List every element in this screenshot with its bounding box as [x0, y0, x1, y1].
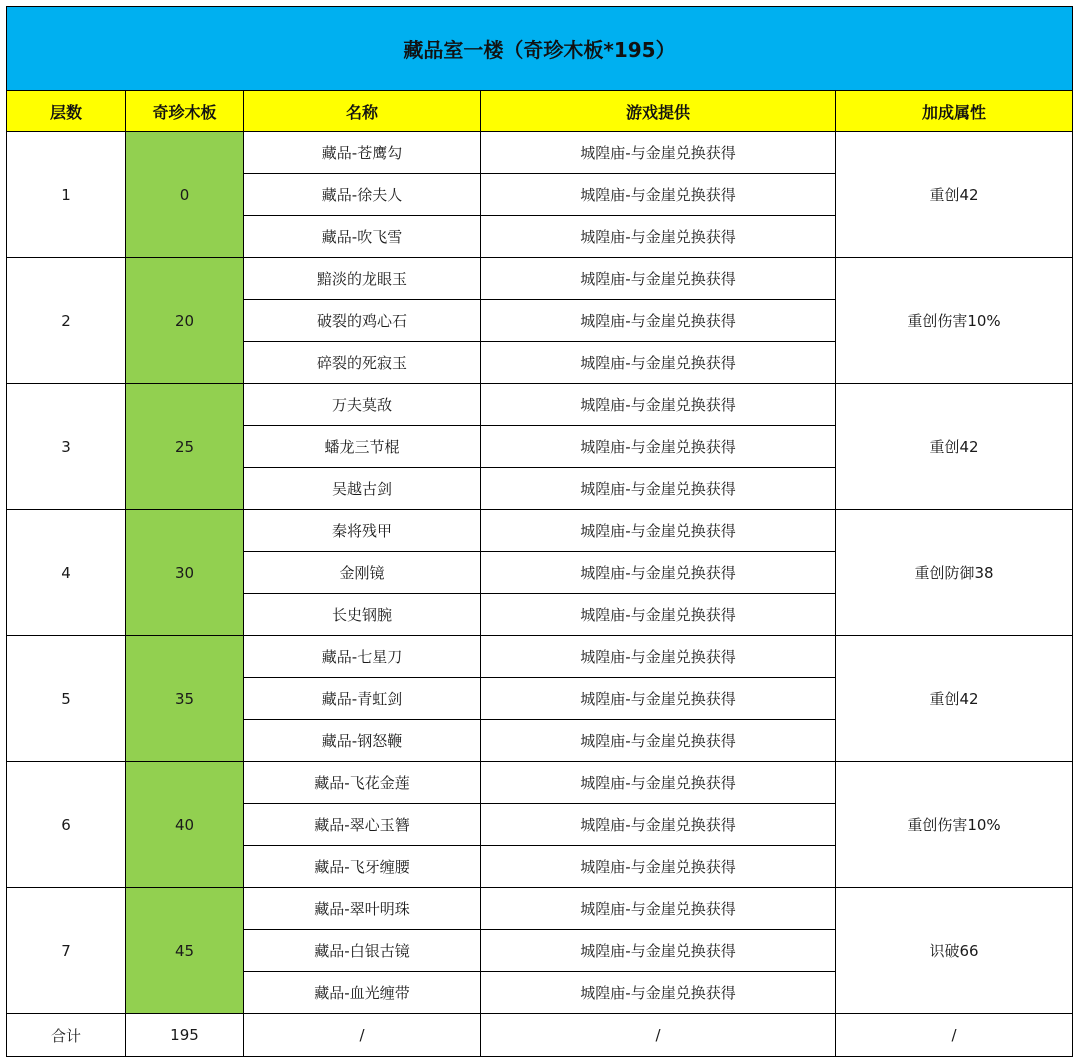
- item-name: 藏品-飞花金莲: [244, 762, 481, 804]
- item-source: 城隍庙-与金崖兑换获得: [481, 216, 836, 258]
- item-name: 藏品-血光缠带: [244, 972, 481, 1014]
- tier-boards: 30: [126, 510, 244, 636]
- tier-bonus: 识破66: [836, 888, 1073, 1014]
- item-name: 藏品-白银古镜: [244, 930, 481, 972]
- title-row: [7, 7, 1073, 91]
- total-boards: 195: [126, 1014, 244, 1057]
- table-row: [7, 384, 1073, 426]
- tier-boards: 20: [126, 258, 244, 384]
- tier-level: 2: [7, 258, 126, 384]
- tier-boards: 0: [126, 132, 244, 258]
- tier-boards: 45: [126, 888, 244, 1014]
- item-name: 藏品-徐夫人: [244, 174, 481, 216]
- total-row: [7, 1014, 1073, 1057]
- tier-bonus: 重创42: [836, 384, 1073, 510]
- tier-bonus: 重创伤害10%: [836, 762, 1073, 888]
- header-level: 层数: [7, 91, 126, 132]
- item-name: 藏品-青虹剑: [244, 678, 481, 720]
- item-name: 秦将残甲: [244, 510, 481, 552]
- tier-bonus: 重创伤害10%: [836, 258, 1073, 384]
- table-row: [7, 510, 1073, 552]
- table-row: [7, 132, 1073, 174]
- table-row: [7, 762, 1073, 804]
- tier-boards: 35: [126, 636, 244, 762]
- item-source: 城隍庙-与金崖兑换获得: [481, 132, 836, 174]
- item-name: 蟠龙三节棍: [244, 426, 481, 468]
- item-name: 藏品-七星刀: [244, 636, 481, 678]
- item-source: 城隍庙-与金崖兑换获得: [481, 888, 836, 930]
- item-source: 城隍庙-与金崖兑换获得: [481, 384, 836, 426]
- item-name: 吴越古剑: [244, 468, 481, 510]
- header-bonus: 加成属性: [836, 91, 1073, 132]
- item-source: 城隍庙-与金崖兑换获得: [481, 972, 836, 1014]
- tier-level: 7: [7, 888, 126, 1014]
- table-row: [7, 636, 1073, 678]
- tier-boards: 40: [126, 762, 244, 888]
- tier-bonus: 重创42: [836, 132, 1073, 258]
- total-label: 合计: [7, 1014, 126, 1057]
- tier-bonus: 重创42: [836, 636, 1073, 762]
- table-title: 藏品室一楼（奇珍木板*195）: [7, 7, 1073, 91]
- item-name: 藏品-翠叶明珠: [244, 888, 481, 930]
- item-name: 长史钢腕: [244, 594, 481, 636]
- table-row: [7, 258, 1073, 300]
- total-source: /: [481, 1014, 836, 1057]
- item-source: 城隍庙-与金崖兑换获得: [481, 846, 836, 888]
- item-source: 城隍庙-与金崖兑换获得: [481, 552, 836, 594]
- total-bonus: /: [836, 1014, 1073, 1057]
- item-source: 城隍庙-与金崖兑换获得: [481, 300, 836, 342]
- item-source: 城隍庙-与金崖兑换获得: [481, 636, 836, 678]
- item-source: 城隍庙-与金崖兑换获得: [481, 510, 836, 552]
- item-name: 万夫莫敌: [244, 384, 481, 426]
- total-name: /: [244, 1014, 481, 1057]
- tier-bonus: 重创防御38: [836, 510, 1073, 636]
- tier-level: 1: [7, 132, 126, 258]
- tier-level: 6: [7, 762, 126, 888]
- header-row: [7, 91, 1073, 132]
- item-name: 破裂的鸡心石: [244, 300, 481, 342]
- item-source: 城隍庙-与金崖兑换获得: [481, 930, 836, 972]
- header-source: 游戏提供: [481, 91, 836, 132]
- item-source: 城隍庙-与金崖兑换获得: [481, 678, 836, 720]
- item-source: 城隍庙-与金崖兑换获得: [481, 468, 836, 510]
- item-source: 城隍庙-与金崖兑换获得: [481, 426, 836, 468]
- item-name: 藏品-翠心玉簪: [244, 804, 481, 846]
- item-source: 城隍庙-与金崖兑换获得: [481, 342, 836, 384]
- header-boards: 奇珍木板: [126, 91, 244, 132]
- tier-boards: 25: [126, 384, 244, 510]
- item-source: 城隍庙-与金崖兑换获得: [481, 594, 836, 636]
- item-name: 藏品-苍鹰勾: [244, 132, 481, 174]
- item-name: 藏品-钢怒鞭: [244, 720, 481, 762]
- tier-level: 3: [7, 384, 126, 510]
- item-source: 城隍庙-与金崖兑换获得: [481, 762, 836, 804]
- header-name: 名称: [244, 91, 481, 132]
- item-name: 藏品-吹飞雪: [244, 216, 481, 258]
- item-name: 藏品-飞牙缠腰: [244, 846, 481, 888]
- tier-level: 5: [7, 636, 126, 762]
- collection-table: [6, 6, 1073, 1057]
- item-name: 金刚镜: [244, 552, 481, 594]
- item-source: 城隍庙-与金崖兑换获得: [481, 174, 836, 216]
- table-row: [7, 888, 1073, 930]
- item-name: 黯淡的龙眼玉: [244, 258, 481, 300]
- item-source: 城隍庙-与金崖兑换获得: [481, 804, 836, 846]
- item-name: 碎裂的死寂玉: [244, 342, 481, 384]
- tier-level: 4: [7, 510, 126, 636]
- item-source: 城隍庙-与金崖兑换获得: [481, 258, 836, 300]
- item-source: 城隍庙-与金崖兑换获得: [481, 720, 836, 762]
